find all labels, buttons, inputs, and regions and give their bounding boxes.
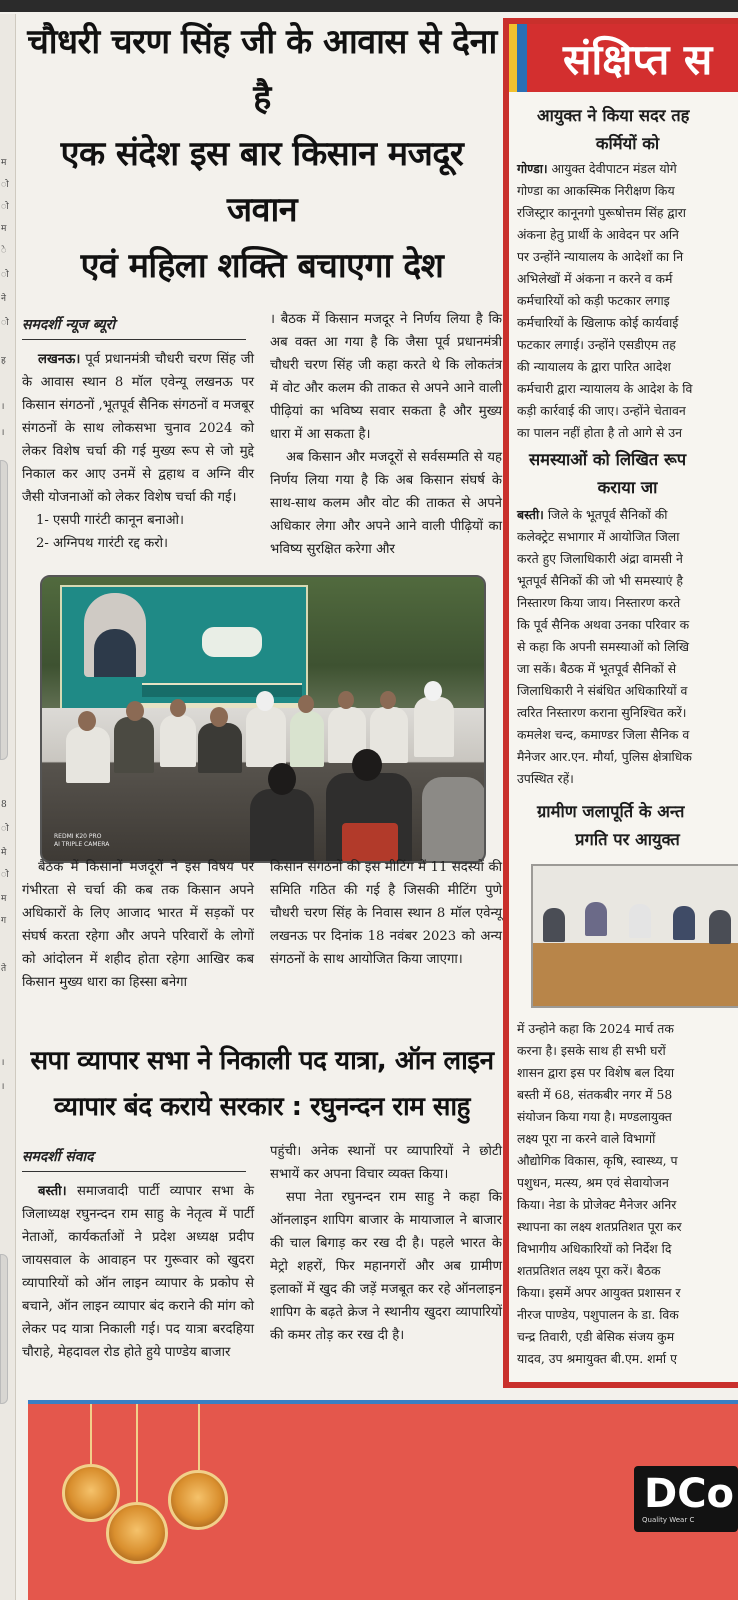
article-headline	[22, 14, 502, 294]
lantern-ornament	[106, 1502, 168, 1564]
fragment-text: म	[1, 894, 7, 904]
fragment-text: ने	[1, 294, 6, 304]
brief-line: संयोजन किया गया है। मण्डलायुक्त	[517, 1109, 672, 1124]
brief-line: कि पूर्व सैनिक अथवा उनका परिवार क	[517, 617, 690, 632]
paragraph: सपा नेता रघुनन्दन राम साहु ने कहा कि ऑनलाइन शापिग बाजार के मायाजाल ने बाजार की चाल बिगाड़ कर रख दी है। पहले भारत के मेट्रो शहरों, फिर महानगरों और अब ग्रामीण इलाकों में खुद की जड़ें मजबूत कर रहे ऑनलाइन शापिग के बढ़ते क्रेज ने स्थानीय खुदरा व्यापारियों की कमर तोड़ कर रख दी है।	[270, 1190, 502, 1343]
brief-line: फटकार लगाई। उन्होंने एसडीएम तह	[517, 337, 676, 352]
list-item: 2- अग्निपथ गारंटी रद्द करो।	[36, 536, 169, 551]
brief-line: जा सकें। बैठक में भूतपूर्व सैनिकों से	[517, 661, 677, 676]
brief-line: शतप्रतिशत लक्ष्य पूरा करें। बैठक	[517, 1263, 661, 1278]
brief-line: बस्ती में 68, संतकबीर नगर में 58	[517, 1087, 673, 1102]
paragraph: पहुंची। अनेक स्थानों पर व्यापारियों ने छोटी सभायें कर अपना विचार व्यक्त किया।	[270, 1144, 502, 1182]
brief-headline: कर्मियों को	[595, 134, 660, 153]
brief-headline: कराया जा	[597, 478, 658, 497]
brief-line: की न्यायालय के द्वारा पारित आदेश	[517, 359, 671, 374]
article-column	[22, 308, 254, 561]
brief-line: गोण्डा। आयुक्त देवीपाटन मंडल योगे	[517, 161, 677, 176]
adjacent-column-fragment	[0, 14, 16, 1600]
dateline: गोण्डा।	[517, 161, 548, 176]
fragment-text: ो	[1, 824, 9, 834]
brief-line: लक्ष्य पूरा ना करने वाले विभागों	[517, 1131, 656, 1146]
brief-line: उपस्थित रहें।	[517, 771, 574, 786]
brief-headline: प्रगति पर आयुक्त	[575, 830, 680, 849]
fragment-text: म	[1, 158, 7, 168]
brief-line: पर उन्होंने न्यायालय के आदेशों का नि	[517, 249, 684, 264]
byline: समदर्शी संवाद	[22, 1149, 94, 1165]
brief-line: में उन्होने कहा कि 2024 मार्च तक	[517, 1021, 674, 1036]
brief-line: करते हुए जिलाधिकारी अंद्रा वामसी ने	[517, 551, 683, 566]
fragment-text: ो	[1, 180, 9, 190]
article-farmers-continued	[22, 856, 502, 994]
fragment-text: ते	[1, 964, 7, 974]
brief-line: अंकना हेतु प्रार्थी के आवेदन पर अनि	[517, 227, 679, 242]
brief-line: कर्मचारी द्वारा न्यायालय के आदेश के वि	[517, 381, 693, 396]
brief-line: किया। नेडा के प्रोजेक्ट मैनेजर अनिर	[517, 1197, 677, 1212]
paragraph: अब किसान और मजदूरों से सर्वसम्मति से यह निर्णय लिया गया है कि अब किसान संघर्ष के साथ-साथ कलम और वोट की ताकत से अपने अधिकार लेगा और अपने आने वाली पीढ़ियों का भविष्य सुरक्षित करेगा और	[270, 450, 502, 557]
brief-headline: आयुक्त ने किया सदर तह	[537, 106, 690, 125]
brief-headline: ग्रामीण जलापूर्ति के अन्त	[537, 802, 685, 821]
brief-line: कड़ी कार्रवाई की जाए। उन्होंने चेतावन	[517, 403, 686, 418]
headline-line: व्यापार बंद कराये सरकार : रघुनन्दन राम साहु	[54, 1092, 470, 1122]
brief-line: बस्ती। जिले के भूतपूर्व सैनिकों की	[517, 507, 668, 522]
article-column	[270, 308, 502, 561]
paragraph: पूर्व प्रधानमंत्री चौधरी चरण सिंह जी के आवास स्थान 8 मॉल एवेन्यू लखनऊ पर किसान संगठनों ,भूतपूर्व सैनिक संगठनों व मजबूर संगठनों के साथ लोकसभा चुनाव 2024 को लेकर विशेष चर्चा की गई मुख्य रूप से जो मुद्दे निकाल कर आए उनमें से द्वहाथ व अग्नि वीर जैसी योजनाओं को लेकर विशेष चर्चा की गई।	[22, 352, 254, 505]
sidebar-header	[509, 24, 738, 92]
review-meeting-photo	[531, 864, 738, 1008]
fragment-text: ह	[1, 356, 6, 366]
brief-story-text	[517, 1018, 738, 1370]
brief-story-text	[517, 504, 738, 790]
article-column	[22, 1140, 254, 1364]
fragment-text: ।	[1, 1082, 5, 1092]
article-column	[22, 856, 254, 994]
fragment-text: ।	[1, 402, 5, 412]
brief-line: जिलाधिकारी ने संबंधित अधिकारियों व	[517, 683, 688, 698]
camera-watermark: REDMI K20 PRO AI TRIPLE CAMERA	[54, 833, 110, 848]
byline: समदर्शी न्यूज ब्यूरो	[22, 317, 115, 333]
brief-story-text	[517, 158, 738, 444]
brief-line: का पालन नहीं होता है तो आगे से उन	[517, 425, 683, 440]
paragraph: बैठक में किसानों मजदूरों ने इस विषय पर गंभीरता से चर्चा की कब तक किसान अपने अधिकारों के लिए आजाद भारत में सड़कों पर संघर्ष करता रहेगा और अपने परिवारों के लोगों को आंदोलन में शहीद होता रहेगा आखिर कब किसान मुख्य धारा का हिस्सा बनेगा	[22, 860, 254, 990]
fragment-text: ो	[1, 870, 9, 880]
brief-line: चन्द्र तिवारी, एडी बेसिक संजय कुम	[517, 1329, 675, 1344]
article-column	[270, 856, 502, 994]
brief-line: गोण्डा का आकस्मिक निरीक्षण किय	[517, 183, 675, 198]
brief-line: नीरज पाण्डेय, पशुपालन के डा. विक	[517, 1307, 679, 1322]
fragment-text: े	[1, 246, 7, 256]
paragraph: किसान संगठनों की इस मीटिंग में 11 सदस्यों की समिति गठित की गई है जिसकी मीटिंग पुणे चौधरी चरण सिंह के निवास स्थान 8 मॉल एवेन्यू लखनऊ पर दिनांक 18 नवंबर 2023 को अन्य संगठनों के साथ आयोजित किया जाएगा।	[270, 860, 502, 967]
dateline: बस्ती।	[38, 1184, 67, 1199]
fragment-text: ो	[1, 318, 9, 328]
dateline: बस्ती।	[517, 507, 544, 522]
headline-line: चौधरी चरण सिंह जी के आवास से देना है	[27, 22, 497, 118]
brief-line: भूतपूर्व सैनिकों की जो भी समस्याएं है	[517, 573, 683, 588]
brief-line: मैनेजर आर.एन. मौर्या, पुलिस क्षेत्राधिक	[517, 749, 692, 764]
adjacent-photo-edge	[0, 1254, 8, 1404]
paragraph: समाजवादी पार्टी व्यापार सभा के जिलाध्यक्ष रघुनन्दन राम साहु के नेतृत्व में पार्टी नेताओं, कार्यकर्ताओं ने प्रदेश अध्यक्ष प्रदीप जायसवाल के आवाहन पर गुरूवार को खुदरा व्यापारियों को ऑन लाइन व्यापार के प्रकोप से बचाने, ऑन लाइन व्यापार बंद कराने की मांग को लेकर पद यात्रा निकाली गई। पद यात्रा बरदहिया चौराहे, मेहदावल रोड होते हुये पाण्डेय बाजार	[22, 1184, 254, 1360]
fragment-text: ।	[1, 428, 5, 438]
brief-line: से कहा कि अपनी समस्याओं को लिखि	[517, 639, 689, 654]
list-item: 1- एसपी गारंटी कानून बनाओ।	[36, 513, 184, 528]
fragment-text: ो	[1, 202, 9, 212]
article-headline	[22, 1038, 502, 1130]
brief-news-sidebar	[503, 18, 738, 1388]
brief-line: विभागीय अधिकारियों को निर्देश दि	[517, 1241, 672, 1256]
brief-line: करना है। इसके साथ ही सभी घरों	[517, 1043, 666, 1058]
adjacent-photo-edge	[0, 460, 8, 760]
headline-line: सपा व्यापार सभा ने निकाली पद यात्रा, ऑन लाइन	[30, 1046, 494, 1076]
fragment-text: ो	[1, 270, 9, 280]
fragment-text: म	[1, 224, 7, 234]
fragment-text: मे	[1, 848, 7, 858]
article-column	[270, 1140, 502, 1364]
fragment-text: ग	[1, 916, 7, 926]
top-rule	[0, 0, 738, 12]
brief-line: त्वरित निस्तारण कराना सुनिश्चित करें।	[517, 705, 687, 720]
brief-line: स्थापना का लक्ष्य शतप्रतिशत पूरा कर	[517, 1219, 682, 1234]
brief-line: अभिलेखों में अंकना न करने व कर्म	[517, 271, 673, 286]
advertisement-banner	[28, 1400, 738, 1600]
fragment-text: 8	[1, 800, 7, 810]
brief-line: यादव, उप श्रमायुक्त बी.एम. शर्मा ए	[517, 1351, 677, 1366]
headline-line: एवं महिला शक्ति बचाएगा देश	[80, 246, 444, 286]
brief-line: निस्तारण किया जाय। निस्तारण करते	[517, 595, 681, 610]
dateline: लखनऊ।	[38, 352, 81, 367]
article-trade-march	[22, 1038, 502, 1364]
brief-line: रजिस्ट्रार कानूनगो पुरूषोत्तम सिंह द्वारा	[517, 205, 687, 220]
meeting-photo	[40, 575, 486, 863]
brief-line: कर्मचारियों को कड़ी फटकार लगाइ	[517, 293, 670, 308]
fragment-text: ।	[1, 1058, 5, 1068]
brief-line: कर्मचारियों के खिलाफ कोई कार्यवाई	[517, 315, 679, 330]
brief-line: कमलेश चन्द, कमाण्डर जिला सैनिक व	[517, 727, 690, 742]
brief-headline: समस्याओं को लिखित रूप	[529, 450, 687, 469]
brief-line: शासन द्वारा इस पर विशेष बल दिया	[517, 1065, 675, 1080]
brief-line: पशुधन, मत्स्य, श्रम एवं सेवायोजन	[517, 1175, 669, 1190]
lantern-ornament	[168, 1470, 228, 1530]
paragraph: । बैठक में किसान मजदूर ने निर्णय लिया है कि अब वक्त आ गया है कि जैसा पूर्व प्रधानमंत्री चौधरी चरण सिंह जी कहा करते थे कि लोकतंत्र में वोट और कलम की ताकत से अपने आने वाली पीढ़ियां का भविष्य सवार सकता है और मुख्य धारा में आ सकता है।	[270, 312, 502, 442]
article-farmers	[22, 14, 502, 863]
brief-line: औद्योगिक विकास, कृषि, स्वास्थ्य, प	[517, 1153, 678, 1168]
sidebar-title: संक्षिप्त स	[563, 35, 713, 84]
brief-line: कलेक्ट्रेट सभागार में आयोजित जिला	[517, 529, 680, 544]
headline-line: एक संदेश इस बार किसान मजदूर जवान	[60, 134, 464, 230]
brand-logo: DCo Quality Wear C	[634, 1466, 738, 1532]
brief-line: किया। इसमें अपर आयुक्त प्रशासन र	[517, 1285, 681, 1300]
